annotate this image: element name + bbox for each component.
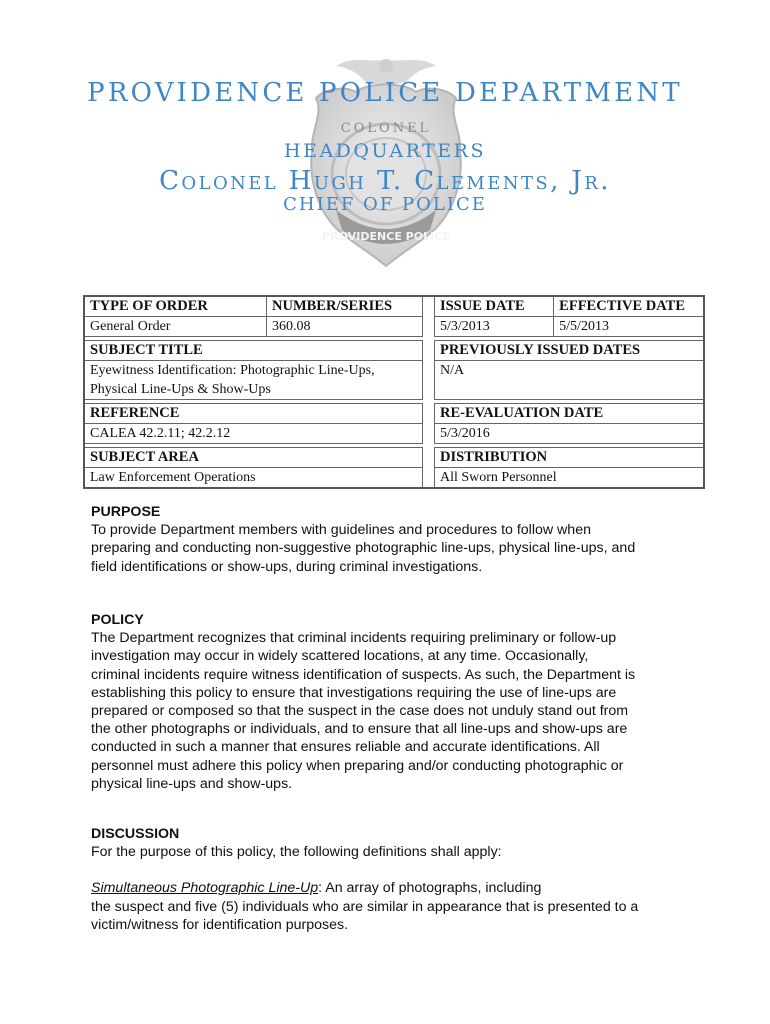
paragraph-line: personnel must adhere this policy when preparing and/or conducting photographic or [91, 757, 624, 774]
previously-issued-value: N/A [434, 361, 704, 400]
paragraph-line: To provide Department members with guidelines and procedures to follow when [91, 522, 591, 539]
badge-rank-text: COLONEL [340, 121, 432, 136]
paragraph-line: the suspect and five (5) individuals who are similar in appearance that is presented to a [91, 898, 639, 915]
definition-text: : An array of photographs, including [318, 880, 542, 897]
distribution-value: All Sworn Personnel [434, 468, 704, 489]
section-heading: POLICY [91, 612, 144, 628]
reevaluation-date-value: 5/3/2016 [434, 424, 704, 444]
paragraph-line: victim/witness for identification purposes. [91, 916, 349, 933]
distribution-label: DISTRIBUTION [434, 448, 704, 468]
badge-department-text: PROVIDENCE POLICE [322, 230, 450, 243]
paragraph-line: field identifications or show-ups, during criminal investigations. [91, 558, 483, 575]
paragraph-line: physical line-ups and show-ups. [91, 775, 293, 792]
subject-area-value: Law Enforcement Operations [84, 468, 423, 489]
chief-name: Colonel Hugh T. Clements, Jr. [159, 166, 611, 196]
type-of-order-value: General Order [84, 317, 267, 337]
reevaluation-date-label: RE-EVALUATION DATE [434, 404, 704, 424]
section-heading: DISCUSSION [91, 826, 180, 842]
reference-value: CALEA 42.2.11; 42.2.12 [84, 424, 423, 444]
purpose-section [91, 503, 691, 576]
paragraph-line: preparing and conducting non-suggestive photographic line-ups, physical line-ups, and [91, 540, 636, 557]
effective-date-value: 5/5/2013 [554, 317, 704, 337]
discussion-section [91, 825, 691, 934]
paragraph-line: The Department recognizes that criminal incidents requiring preliminary or follow-up [91, 630, 617, 647]
number-series-value: 360.08 [267, 317, 423, 337]
previously-issued-label: PREVIOUSLY ISSUED DATES [434, 341, 704, 361]
effective-date-label: EFFECTIVE DATE [554, 296, 704, 317]
issue-date-value: 5/3/2013 [434, 317, 553, 337]
department-name: PROVIDENCE POLICE DEPARTMENT [87, 78, 683, 108]
paragraph-line: establishing this policy to ensure that investigations requiring the use of line-ups are [91, 684, 617, 701]
paragraph-line: prepared or composed so that the suspect in the case does not unduly stand out from [91, 703, 629, 720]
headquarters-label: HEADQUARTERS [284, 140, 486, 162]
definition-line [91, 879, 691, 897]
paragraph-line: conducted in such a manner that ensures reliable and accurate identifications. All [91, 739, 600, 756]
type-of-order-label: TYPE OF ORDER [84, 296, 267, 317]
paragraph-line: For the purpose of this policy, the following definitions shall apply: [91, 844, 502, 861]
policy-section [91, 611, 691, 793]
subject-title-line: Eyewitness Identification: Photographic Line-Ups, [90, 363, 375, 378]
reference-label: REFERENCE [84, 404, 423, 424]
paragraph-line: the other photographs or individuals, and to ensure that all line-ups and show-ups are [91, 721, 628, 738]
subject-title-value [84, 361, 423, 400]
paragraph-line: criminal incidents require witness identification of suspects. As such, the Department is [91, 666, 636, 683]
letterhead [0, 0, 770, 285]
paragraph-line: investigation may occur in widely scattered locations, at any time. Occasionally, [91, 648, 589, 665]
subject-title-label: SUBJECT TITLE [84, 341, 423, 361]
chief-title: CHIEF OF POLICE [283, 194, 487, 215]
order-info-table [83, 295, 705, 489]
defined-term: Simultaneous Photographic Line-Up [91, 880, 319, 897]
subject-title-line: Physical Line-Ups & Show-Ups [90, 382, 271, 397]
issue-date-label: ISSUE DATE [434, 296, 553, 317]
number-series-label: NUMBER/SERIES [267, 296, 423, 317]
subject-area-label: SUBJECT AREA [84, 448, 423, 468]
section-heading: PURPOSE [91, 504, 161, 520]
